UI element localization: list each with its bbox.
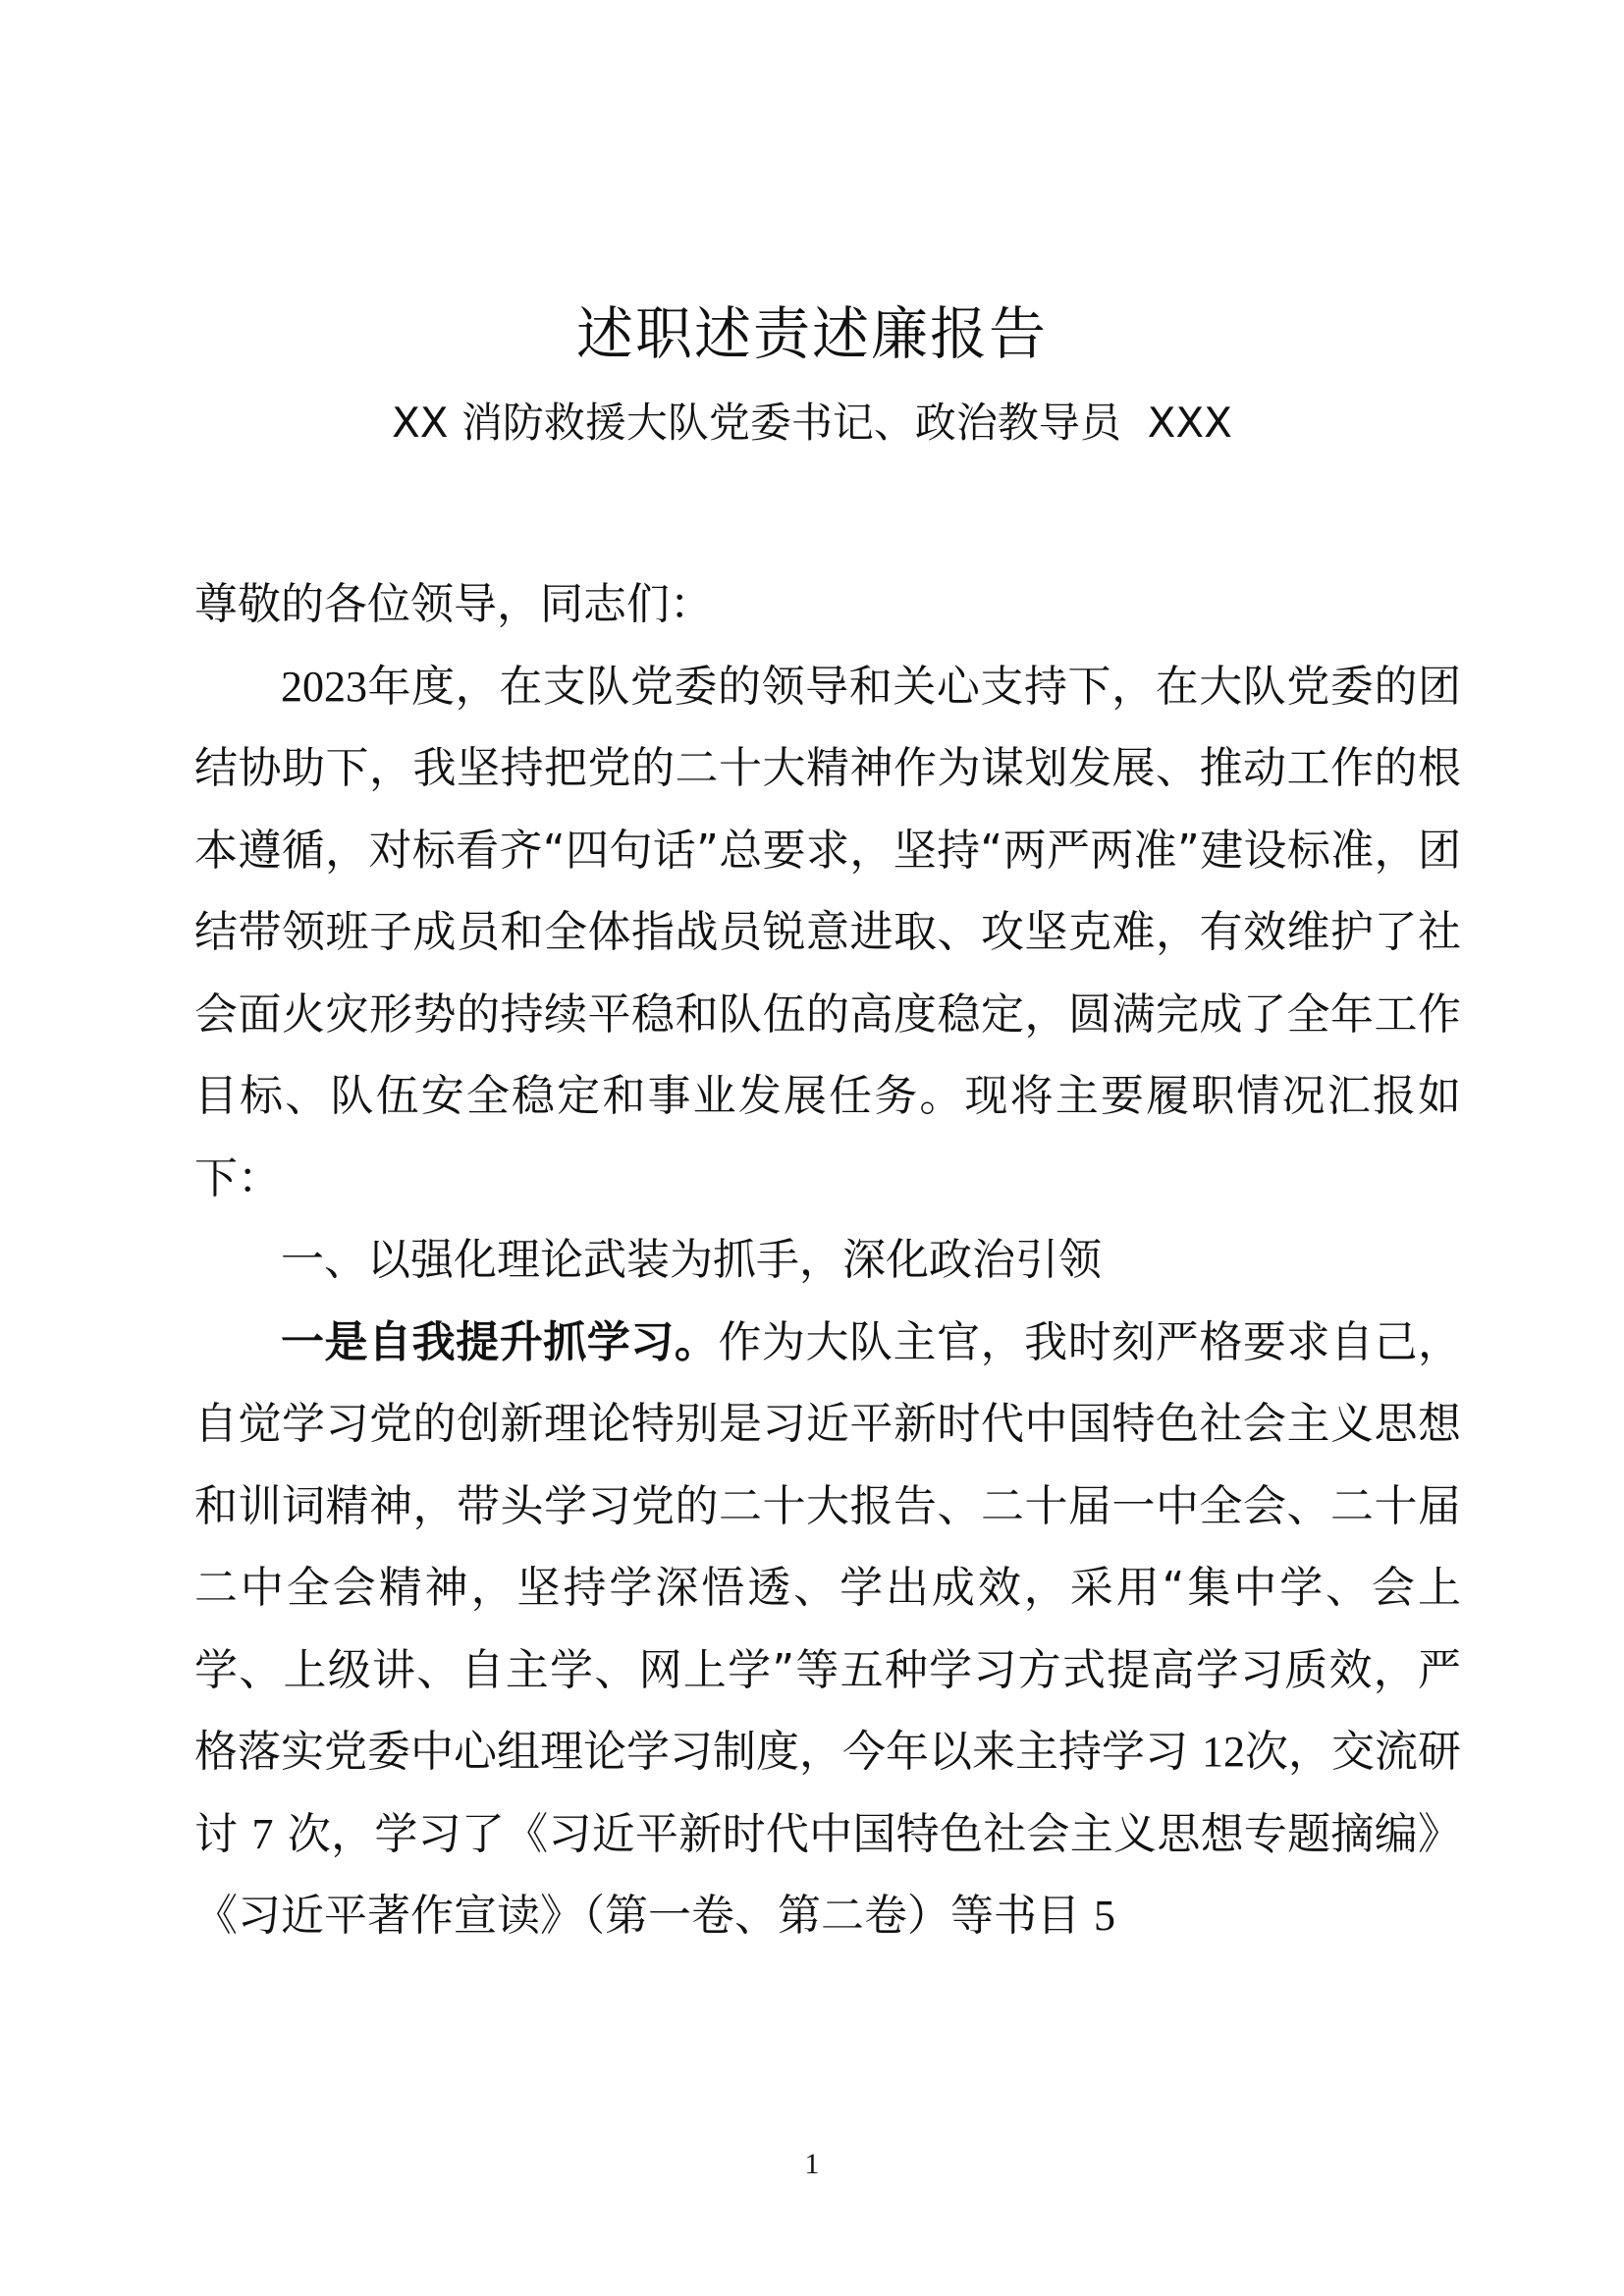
- study-count: 12: [1202, 1728, 1245, 1776]
- book-count: 5: [1094, 1892, 1115, 1940]
- paragraph-study-text-a: 作为大队主官，我时刻严格要求自己，自觉学习党的创新理论特别是习近平新时代中国特色社会主义思想和训词精神，带头学习党的二十大报告、二十届一中全会、二十届二中全会精神，坚持学深悟透、学出成效，采用“集中学、会上学、上级讲、自主学、网上学”等五种学习方式提高学习质效，严格落实党委中心组理论学习制度，今年以来主持学习: [194, 1316, 1462, 1777]
- paragraph-intro-text: 年度，在支队党委的领导和关心支持下，在大队党委的团结协助下，我坚持把党的二十大精神作为谋划发展、推动工作的根本遵循，对标看齐“四句话”总要求，坚持“两严两准”建设标准，团结带领班子成员和全体指战员锐意进取、攻坚克难，有效维护了社会面火灾形势的持续平稳和队伍的高度稳定，圆满完成了全年工作目标、队伍安全稳定和事业发展任务。现将主要履职情况汇报如下：: [194, 661, 1461, 1203]
- section-heading: 一、以强化理论武装为抓手，深化政治引领: [281, 1235, 1102, 1285]
- paragraph-intro: [194, 646, 1461, 1220]
- paragraph-study-text-b: 次，交流研讨: [194, 1727, 1461, 1859]
- paragraph-study: [194, 1302, 1461, 1957]
- document-subtitle: XX 消防救援大队党委书记、政治教导员 XXX: [392, 399, 1232, 447]
- document-title: 述职述责述廉报告: [575, 300, 1048, 367]
- paragraph-study-text-c: 次，学习了《习近平新时代中国特色社会主义思想专题摘编》《习近平著作宣读》（第一卷、第二卷）等书目: [194, 1808, 1461, 1941]
- document-body: [194, 563, 1461, 1957]
- discussion-count: 7: [251, 1809, 274, 1858]
- paragraph-lead: 一是自我提升抓学习。: [281, 1316, 719, 1367]
- year-number: 2023: [281, 662, 367, 711]
- page-number: 1: [804, 2148, 820, 2180]
- salutation: 尊敬的各位领导，同志们：: [194, 579, 713, 629]
